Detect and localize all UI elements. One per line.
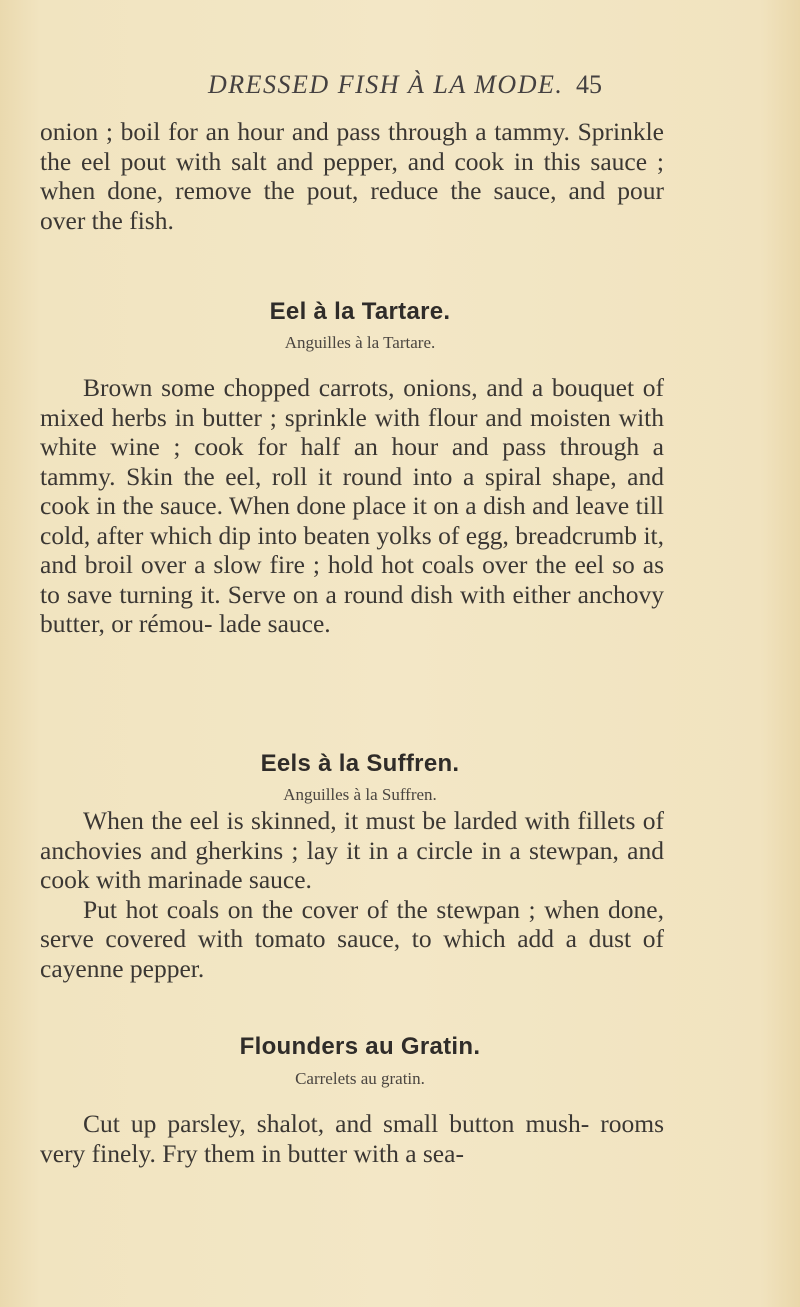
recipe-body-eels-suffren (40, 806, 664, 983)
recipe-title-flounders-gratin: Flounders au Gratin. (239, 1033, 481, 1060)
recipe-subtitle-eel-tartare: Anguilles à la Tartare. (284, 333, 436, 352)
paragraph: Cut up parsley, shalot, and small button mush- rooms very finely. Fry them in butter with a sea- (40, 1109, 664, 1168)
recipe-body-flounders-gratin (40, 1109, 664, 1168)
recipe-subtitle-eels-suffren: Anguilles à la Suffren. (283, 785, 437, 804)
running-head (0, 70, 800, 110)
paragraph: Brown some chopped carrots, onions, and a bouquet of mixed herbs in butter ; sprinkle with flour and moisten with white wine ; cook for half an hour and pass through a tammy. Skin the eel, roll it round into a spiral shape, and cook in the sauce. When done place it on a dish and leave till cold, after which dip into beaten yolks of egg, breadcrumb it, and broil over a slow fire ; hold hot coals over the eel so as to save turning it. Serve on a round dish with either anchovy butter, or rémou- lade sauce. (40, 373, 664, 638)
recipe-title-eel-tartare: Eel à la Tartare. (269, 298, 451, 325)
recipe-body-eel-tartare (40, 373, 664, 639)
paragraph: Put hot coals on the cover of the stewpan ; when done, serve covered with tomato sauce, to which add a dust of cayenne pepper. (40, 894, 664, 983)
running-title: DRESSED FISH À LA MODE. (208, 70, 564, 99)
paragraph: When the eel is skinned, it must be larded with fillets of anchovies and gherkins ; lay it in a circle in a stewpan, and cook with marinade sauce. (40, 806, 664, 894)
page-number: 45 (576, 70, 602, 99)
continuation-text (40, 117, 664, 235)
recipe-subtitle-flounders-gratin: Carrelets au gratin. (295, 1069, 425, 1088)
recipe-title-eels-suffren: Eels à la Suffren. (260, 750, 460, 777)
paragraph: onion ; boil for an hour and pass through a tammy. Sprinkle the eel pout with salt and pepper, and cook in this sauce ; when done, remove the pout, reduce the sauce, and pour over the fish. (40, 117, 664, 235)
